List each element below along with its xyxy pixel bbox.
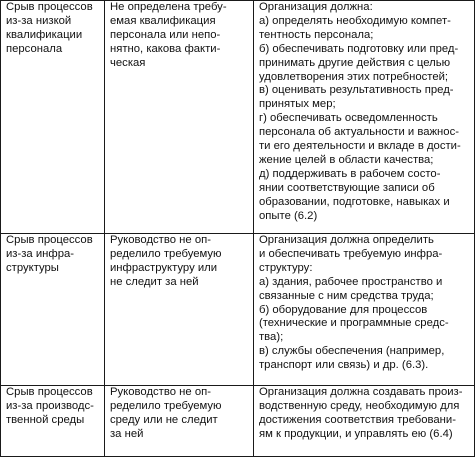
cell-text-line: Руководство не оп- bbox=[110, 386, 211, 398]
cell-text-line: транспорт или связь) и др. (6.3). bbox=[259, 359, 429, 372]
cause-cell bbox=[1, 234, 105, 386]
cell-text-line: персонала об актуальности и важнос- bbox=[259, 126, 459, 139]
cell-text-line: ти его деятельности и вкладе в дости- bbox=[259, 140, 461, 153]
cell-text-line: опыте (6.2) bbox=[259, 209, 318, 222]
table-row bbox=[1, 234, 475, 386]
cell-text-line: Срыв процессов bbox=[6, 234, 93, 246]
cell-text-line: структуры bbox=[6, 261, 59, 274]
cell-text-line: ям к продукции, и управлять ею (6.4) bbox=[259, 427, 453, 440]
cell-text-line: (технические и программные средс- bbox=[259, 317, 449, 330]
cell-text-line: твенной среды bbox=[6, 413, 85, 426]
cell-text-line: Срыв процессов bbox=[6, 1, 93, 13]
cell-text-line: среду или не следит bbox=[110, 413, 218, 426]
cell-text-line: из-за инфра- bbox=[6, 247, 75, 260]
cell-text-line: удовлетворения этих потребностей; bbox=[259, 70, 449, 83]
cell-text-line: янии соответствующие записи об bbox=[259, 181, 435, 194]
reason-cell bbox=[105, 386, 254, 457]
cell-text-line: Организация должна: bbox=[259, 1, 373, 13]
cause-cell bbox=[1, 386, 105, 457]
cell-text-line: жение целей в области качества; bbox=[259, 153, 434, 166]
cell-text-line: не следит за ней bbox=[110, 275, 199, 288]
cell-text-line: ределило требуемую bbox=[110, 399, 222, 412]
cell-text-line: водственную среду, необходимую для bbox=[259, 399, 460, 412]
cell-text-line: б) обеспечивать подготовку или пред- bbox=[259, 42, 459, 55]
cell-text-line: Срыв процессов bbox=[6, 386, 93, 398]
cell-text-line: квалификации bbox=[6, 28, 83, 41]
cell-text-line: из-за низкой bbox=[6, 14, 72, 27]
cell-text-line: ческая bbox=[110, 56, 146, 69]
cell-text-line: тва); bbox=[259, 331, 284, 344]
cell-text-line: персонала или непо- bbox=[110, 28, 221, 41]
cell-text-line: принятых мер; bbox=[259, 98, 336, 111]
cell-text-line: а) определять необходимую компет- bbox=[259, 14, 451, 27]
cell-text-line: связанные с ним средства труда; bbox=[259, 289, 434, 302]
cell-text-line: инфраструктуру или bbox=[110, 261, 218, 274]
requirement-cell bbox=[254, 234, 475, 386]
cell-text-line: тентность персонала; bbox=[259, 28, 374, 41]
cell-text-line: ределило требуемую bbox=[110, 247, 222, 260]
cell-text-line: структуру: bbox=[259, 261, 313, 274]
cause-cell bbox=[1, 1, 105, 234]
cell-text-line: емая квалификация bbox=[110, 14, 216, 27]
cell-text-line: из-за производс- bbox=[6, 399, 94, 412]
requirement-cell bbox=[254, 386, 475, 457]
cell-text-line: а) здания, рабочее пространство и bbox=[259, 275, 443, 288]
cell-text-line: б) оборудование для процессов bbox=[259, 303, 428, 316]
cell-text-line: принимать другие действия с целью bbox=[259, 56, 451, 69]
cell-text-line: образовании, подготовке, навыках и bbox=[259, 195, 450, 208]
table-row bbox=[1, 386, 475, 457]
cell-text-line: в) оценивать результативность пред- bbox=[259, 84, 454, 97]
cell-text-line: Организация должна создавать произ- bbox=[259, 386, 463, 398]
cell-text-line: за ней bbox=[110, 427, 144, 440]
cell-text-line: персонала bbox=[6, 42, 63, 55]
cell-text-line: и обеспечивать требуемую инфра- bbox=[259, 247, 443, 260]
cell-text-line: Руководство не оп- bbox=[110, 234, 211, 246]
cell-text-line: Не определена требу- bbox=[110, 1, 227, 13]
cell-text-line: достижения соответствия требовани- bbox=[259, 413, 456, 426]
cell-text-line: нятно, какова факти- bbox=[110, 42, 221, 55]
cell-text-line: д) поддерживать в рабочем состо- bbox=[259, 167, 441, 180]
reason-cell bbox=[105, 234, 254, 386]
cell-text-line: г) обеспечивать осведомленность bbox=[259, 112, 438, 125]
requirement-cell bbox=[254, 1, 475, 234]
reason-cell bbox=[105, 1, 254, 234]
cell-text-line: в) службы обеспечения (например, bbox=[259, 345, 445, 358]
cell-text-line: Организация должна определить bbox=[259, 234, 434, 246]
table-row bbox=[1, 1, 475, 234]
